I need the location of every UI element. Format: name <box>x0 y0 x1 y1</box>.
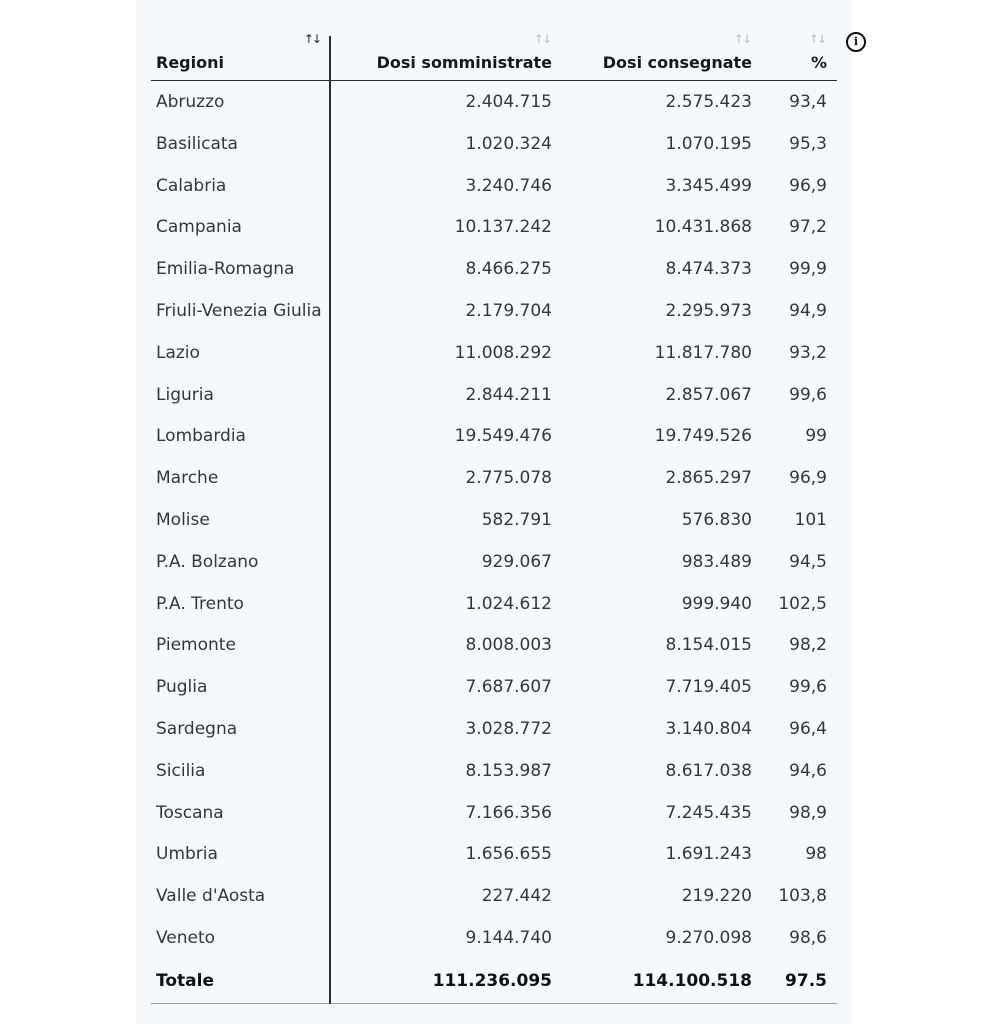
table-row <box>151 499 837 541</box>
cell-percent: 96,9 <box>789 468 827 489</box>
cell-percent: 98 <box>805 844 827 865</box>
cell-dosi-somministrate: 2.404.715 <box>465 92 552 112</box>
cell-percent: 99,6 <box>789 677 827 698</box>
cell-percent: 103,8 <box>778 886 827 907</box>
info-icon[interactable]: i <box>846 32 866 52</box>
cell-percent: 96,9 <box>789 175 827 196</box>
cell-dosi-consegnate: 9.270.098 <box>665 927 752 948</box>
column-label-dosi-consegnate: Dosi consegnate <box>602 53 752 72</box>
table-row <box>151 415 837 457</box>
cell-regione: Valle d'Aosta <box>156 886 266 907</box>
table-row <box>151 165 837 207</box>
cell-percent: 95,3 <box>789 133 827 154</box>
cell-regione: Totale <box>156 970 214 991</box>
table-row <box>151 541 837 583</box>
table-row <box>151 457 837 499</box>
cell-dosi-consegnate: 10.431.868 <box>654 217 752 238</box>
cell-dosi-consegnate: 2.857.067 <box>665 384 752 405</box>
sort-arrows-icon[interactable]: ↑↓ <box>733 32 750 46</box>
sort-arrows-icon[interactable]: ↑↓ <box>808 32 825 46</box>
cell-regione: P.A. Trento <box>156 593 244 614</box>
table-row <box>151 332 837 374</box>
table-row <box>151 792 837 834</box>
cell-dosi-consegnate: 219.220 <box>681 886 752 907</box>
cell-percent: 102,5 <box>778 593 827 614</box>
sort-arrows-icon[interactable]: ↑↓ <box>303 32 320 46</box>
cell-dosi-somministrate: 111.236.095 <box>432 970 552 991</box>
table-row <box>151 123 837 165</box>
table-row <box>151 206 837 248</box>
cell-dosi-consegnate: 19.749.526 <box>654 426 752 447</box>
table-body <box>151 81 837 1004</box>
table-row <box>151 374 837 416</box>
cell-regione: Abruzzo <box>156 92 225 112</box>
cell-dosi-consegnate: 3.345.499 <box>665 175 752 196</box>
cell-regione: Molise <box>156 509 210 530</box>
table-row <box>151 290 837 332</box>
cell-dosi-consegnate: 2.865.297 <box>665 468 752 489</box>
cell-percent: 94,6 <box>789 760 827 781</box>
cell-regione: Toscana <box>156 802 224 823</box>
cell-dosi-consegnate: 7.719.405 <box>665 677 752 698</box>
cell-regione: Emilia-Romagna <box>156 259 295 280</box>
cell-dosi-consegnate: 3.140.804 <box>665 718 752 739</box>
cell-percent: 97.5 <box>785 970 827 991</box>
column-header-dosi-consegnate[interactable] <box>552 30 752 80</box>
cell-regione: Puglia <box>156 677 208 698</box>
cell-dosi-consegnate: 2.575.423 <box>665 92 752 112</box>
cell-dosi-somministrate: 8.008.003 <box>465 635 552 656</box>
cell-dosi-somministrate: 7.687.607 <box>465 677 552 698</box>
cell-dosi-somministrate: 2.844.211 <box>465 384 552 405</box>
cell-regione: Basilicata <box>156 133 238 154</box>
table-row <box>151 875 837 917</box>
cell-percent: 98,9 <box>789 802 827 823</box>
cell-dosi-somministrate: 8.153.987 <box>465 760 552 781</box>
cell-dosi-somministrate: 9.144.740 <box>465 927 552 948</box>
cell-dosi-somministrate: 8.466.275 <box>465 259 552 280</box>
cell-percent: 94,5 <box>789 551 827 572</box>
cell-percent: 97,2 <box>789 217 827 238</box>
cell-regione: P.A. Bolzano <box>156 551 259 572</box>
cell-percent: 101 <box>794 509 827 530</box>
cell-dosi-somministrate: 1.656.655 <box>465 844 552 865</box>
cell-regione: Sicilia <box>156 760 206 781</box>
table-row <box>151 624 837 666</box>
cell-dosi-somministrate: 1.024.612 <box>465 593 552 614</box>
cell-percent: 93,2 <box>789 342 827 363</box>
sort-arrows-icon[interactable]: ↑↓ <box>533 32 550 46</box>
cell-dosi-consegnate: 7.245.435 <box>665 802 752 823</box>
column-label-percent: % <box>810 53 827 72</box>
table-row <box>151 583 837 625</box>
table-row <box>151 81 837 123</box>
cell-dosi-consegnate: 114.100.518 <box>632 970 752 991</box>
cell-dosi-somministrate: 19.549.476 <box>454 426 552 447</box>
column-header-percent[interactable] <box>752 30 827 80</box>
cell-regione: Calabria <box>156 175 227 196</box>
cell-regione: Marche <box>156 468 219 489</box>
vaccine-doses-table <box>151 30 837 1004</box>
cell-dosi-somministrate: 11.008.292 <box>454 342 552 363</box>
cell-regione: Friuli-Venezia Giulia <box>156 300 322 321</box>
cell-dosi-consegnate: 8.474.373 <box>665 259 752 280</box>
cell-percent: 94,9 <box>789 300 827 321</box>
cell-dosi-somministrate: 10.137.242 <box>454 217 552 238</box>
table-total-row <box>151 959 837 1004</box>
cell-dosi-consegnate: 576.830 <box>681 509 752 530</box>
cell-dosi-consegnate: 983.489 <box>681 551 752 572</box>
table-row <box>151 833 837 875</box>
table-row <box>151 248 837 290</box>
cell-dosi-consegnate: 1.070.195 <box>665 133 752 154</box>
cell-regione: Piemonte <box>156 635 236 656</box>
cell-percent: 99,6 <box>789 384 827 405</box>
cell-dosi-somministrate: 582.791 <box>481 509 552 530</box>
column-header-regioni[interactable] <box>151 30 330 80</box>
table-row <box>151 750 837 792</box>
cell-dosi-consegnate: 999.940 <box>681 593 752 614</box>
cell-regione: Lazio <box>156 342 200 363</box>
cell-dosi-consegnate: 11.817.780 <box>654 342 752 363</box>
column-divider <box>329 36 331 1004</box>
column-label-dosi-somministrate: Dosi somministrate <box>376 53 552 72</box>
cell-regione: Lombardia <box>156 426 246 447</box>
cell-dosi-somministrate: 7.166.356 <box>465 802 552 823</box>
cell-dosi-somministrate: 929.067 <box>481 551 552 572</box>
cell-regione: Veneto <box>156 927 216 948</box>
table-row <box>151 666 837 708</box>
cell-dosi-consegnate: 1.691.243 <box>665 844 752 865</box>
cell-percent: 96,4 <box>789 718 827 739</box>
cell-regione: Liguria <box>156 384 214 405</box>
cell-dosi-consegnate: 8.154.015 <box>665 635 752 656</box>
cell-percent: 98,6 <box>789 927 827 948</box>
column-header-dosi-somministrate[interactable] <box>330 30 552 80</box>
cell-percent: 93,4 <box>789 92 827 112</box>
cell-dosi-consegnate: 2.295.973 <box>665 300 752 321</box>
cell-percent: 98,2 <box>789 635 827 656</box>
table-row <box>151 708 837 750</box>
cell-percent: 99,9 <box>789 259 827 280</box>
table-header <box>151 30 837 81</box>
cell-dosi-somministrate: 2.179.704 <box>465 300 552 321</box>
cell-dosi-somministrate: 3.028.772 <box>465 718 552 739</box>
table-row <box>151 917 837 959</box>
cell-regione: Sardegna <box>156 718 238 739</box>
column-label-regioni: Regioni <box>156 53 224 72</box>
cell-dosi-somministrate: 2.775.078 <box>465 468 552 489</box>
cell-percent: 99 <box>805 426 827 447</box>
cell-dosi-somministrate: 3.240.746 <box>465 175 552 196</box>
cell-regione: Campania <box>156 217 242 238</box>
cell-dosi-somministrate: 227.442 <box>481 886 552 907</box>
cell-dosi-consegnate: 8.617.038 <box>665 760 752 781</box>
cell-regione: Umbria <box>156 844 218 865</box>
cell-dosi-somministrate: 1.020.324 <box>465 133 552 154</box>
